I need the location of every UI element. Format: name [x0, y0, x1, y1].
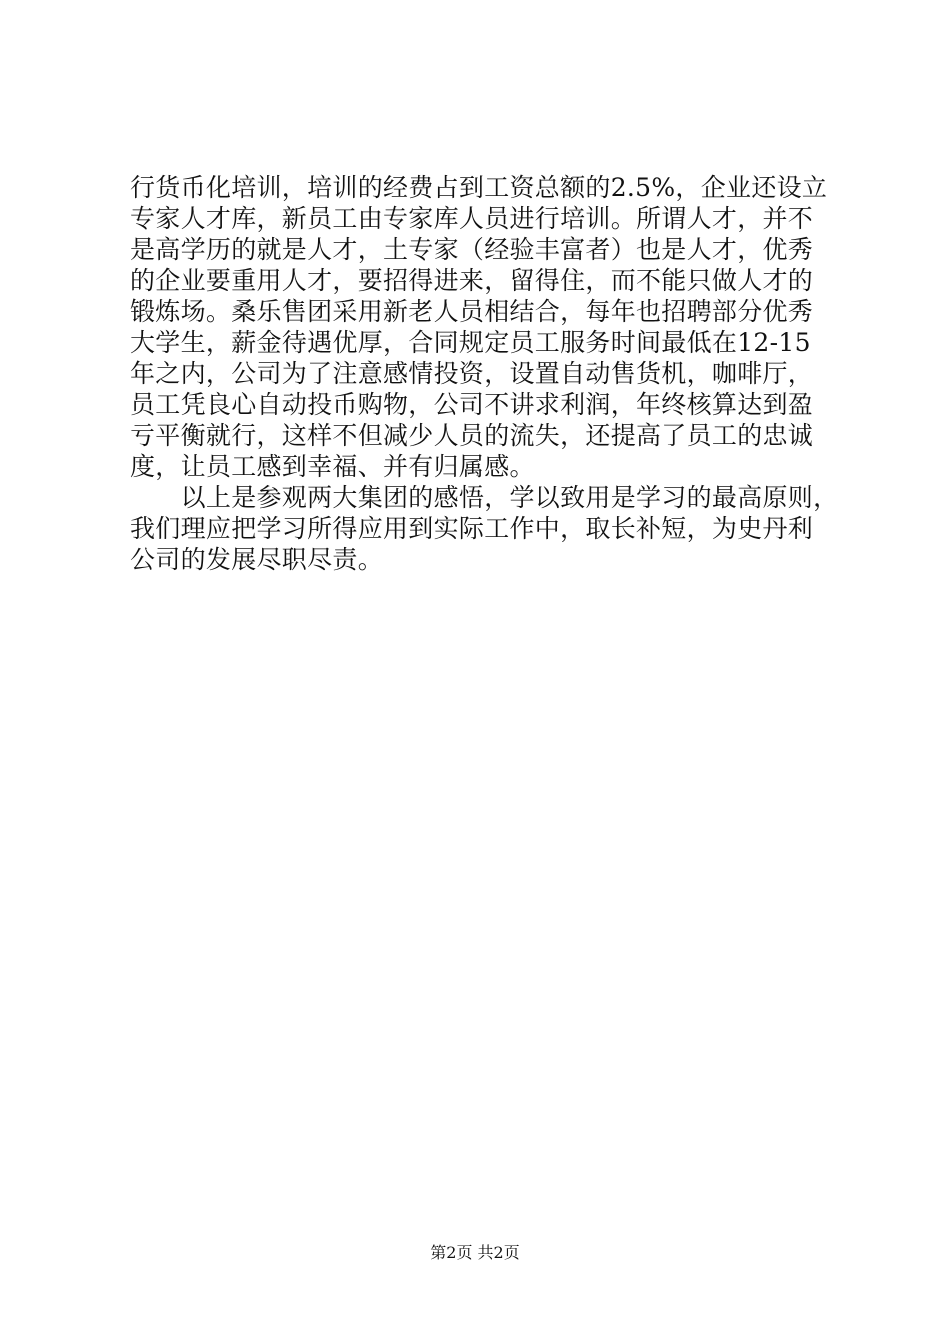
text-line: 以上是参观两大集团的感悟，学以致用是学习的最高原则，: [130, 483, 839, 512]
text-line: 锻炼场。桑乐售团采用新老人员相结合，每年也招聘部分优秀: [130, 297, 814, 326]
text-line: 专家人才库，新员工由专家库人员进行培训。所谓人才，并不: [130, 204, 814, 233]
text-line: 员工凭良心自动投币购物，公司不讲求利润，年终核算达到盈: [130, 390, 814, 419]
text-line: 大学生，薪金待遇优厚，合同规定员工服务时间最低在12-15: [130, 328, 811, 357]
text-line: 度，让员工感到幸福、并有归属感。: [130, 452, 535, 481]
text-line: 公司的发展尽职尽责。: [130, 545, 384, 574]
text-line: 行货币化培训，培训的经费占到工资总额的2.5%，企业还设立: [130, 173, 828, 202]
text-line: 我们理应把学习所得应用到实际工作中，取长补短，为史丹利: [130, 514, 814, 543]
text-line: 亏平衡就行，这样不但减少人员的流失，还提高了员工的忠诚: [130, 421, 814, 450]
page-footer: [0, 1242, 950, 1264]
page-number-label: 第2页 共2页: [430, 1243, 520, 1262]
text-line: 是高学历的就是人才，土专家（经验丰富者）也是人才，优秀: [130, 235, 814, 264]
body-text: [130, 172, 839, 575]
text-line: 的企业要重用人才，要招得进来，留得住，而不能只做人才的: [130, 266, 814, 295]
text-line: 年之内，公司为了注意感情投资，设置自动售货机，咖啡厅，: [130, 359, 814, 388]
